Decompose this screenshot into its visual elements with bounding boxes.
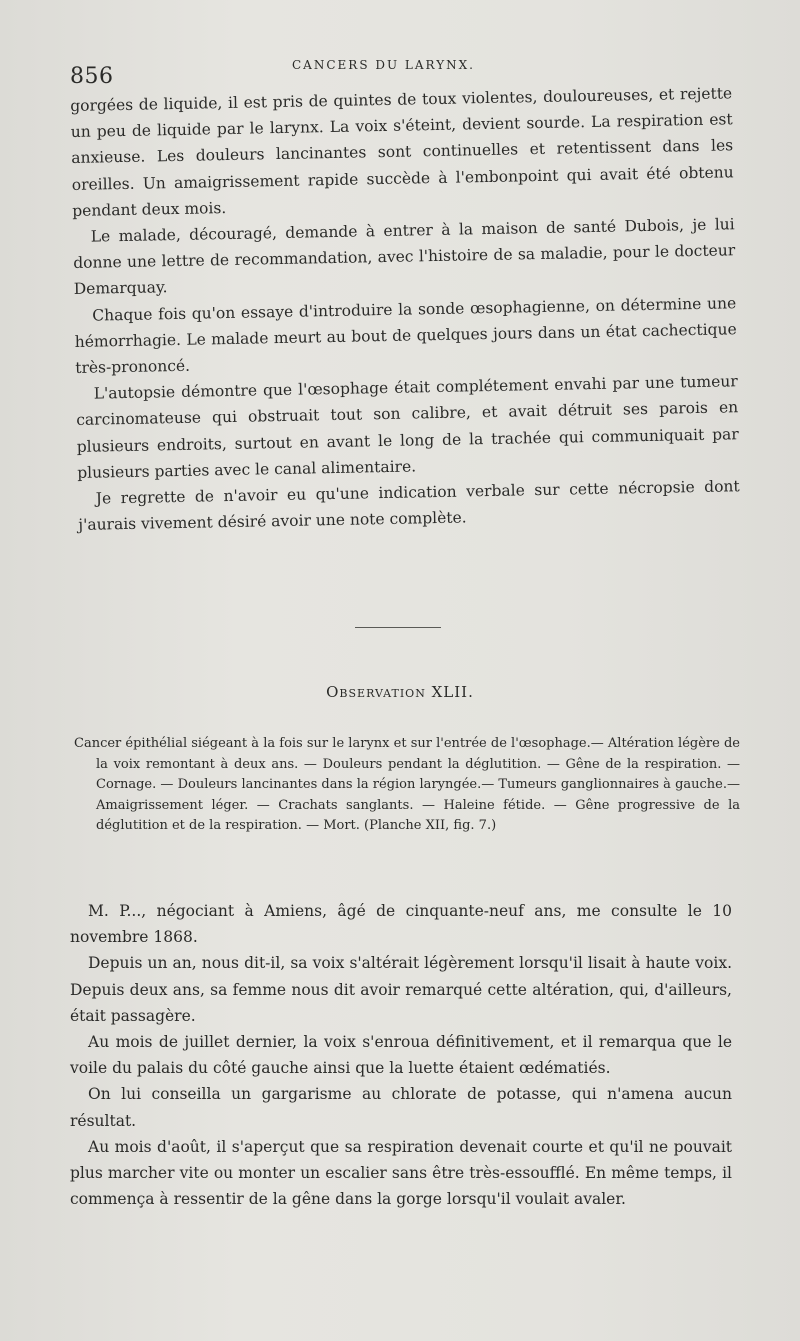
paragraph: On lui conseilla un gargarisme au chlorate de potasse, qui n'amena aucun résultat. <box>70 1085 732 1130</box>
summary-text: Cancer épithélial siégeant à la fois sur le larynx et sur l'entrée de l'œsophage.— Altération légère de la voix remontant à deux ans. — Douleurs pendant la déglutition. — Gêne de la respiration. — Cornage. — Douleurs lancinantes dans la région laryngée.— Tumeurs ganglionnaires à gauche.— Amaigrissement léger. — Crachats sanglants. — Haleine fétide. — Gêne progressive de la déglutition et de la respiration. — Mort. (Planche XII, fig. 7.) <box>74 736 740 833</box>
observation-summary <box>74 734 740 837</box>
paragraph: Au mois de juillet dernier, la voix s'enroua définitivement, et il remarqua que le voile du palais du côté gauche ainsi que la luette étaient œdématiés. <box>70 1033 732 1078</box>
paragraph: L'autopsie démontre que l'œsophage était complétement envahi par une tumeur carcinomateuse qui obstruait tout son calibre, et avait détruit ses parois en plusieurs endroits, surtout en avant le long de la trachée qui communiquait par plusieurs parties avec le canal alimentaire. <box>76 372 739 482</box>
paragraph: gorgées de liquide, il est pris de quintes de toux violentes, douloureuses, et rejette un peu de liquide par le larynx. La voix s'éteint, devient sourde. La respiration est anxieuse. Les douleurs lancinantes sont continuelles et retentissent dans les oreilles. Un amaigrissement rapide succède à l'embonpoint qui avait été obtenu pendant deux mois. <box>70 84 734 220</box>
section-divider <box>355 627 441 628</box>
case-two-text <box>70 898 732 1212</box>
paragraph: M. P..., négociant à Amiens, âgé de cinquante-neuf ans, me consulte le 10 novembre 1868. <box>70 902 732 947</box>
paragraph: Au mois d'août, il s'aperçut que sa respiration devenait courte et qu'il ne pouvait plus marcher vite ou monter un escalier sans être très-essoufflé. En même temps, il commença à ressentir de la gêne dans la gorge lorsqu'il voulait avaler. <box>70 1137 732 1209</box>
paragraph: Je regrette de n'avoir eu qu'une indication verbale sur cette nécropsie dont j'aurais vivement désiré avoir une note complète. <box>78 477 740 535</box>
page-number: 856 <box>70 64 114 89</box>
running-title: CANCERS DU LARYNX. <box>292 58 475 72</box>
observation-heading: Observation XLII. <box>326 683 474 701</box>
case-one-text <box>70 80 740 538</box>
paragraph: Depuis un an, nous dit-il, sa voix s'altérait légèrement lorsqu'il lisait à haute voix. Depuis deux ans, sa femme nous dit avoir remarqué cette altération, qui, d'ailleurs, était passagère. <box>70 954 732 1025</box>
paragraph: Chaque fois qu'on essaye d'introduire la sonde œsophagienne, on détermine une hémorrhagie. Le malade meurt au bout de quelques jours dans un état cachectique très-prononcé. <box>74 293 737 377</box>
paragraph: Le malade, découragé, demande à entrer à la maison de santé Dubois, je lui donne une lettre de recommandation, avec l'histoire de sa maladie, pour le docteur Demarquay. <box>73 215 736 299</box>
